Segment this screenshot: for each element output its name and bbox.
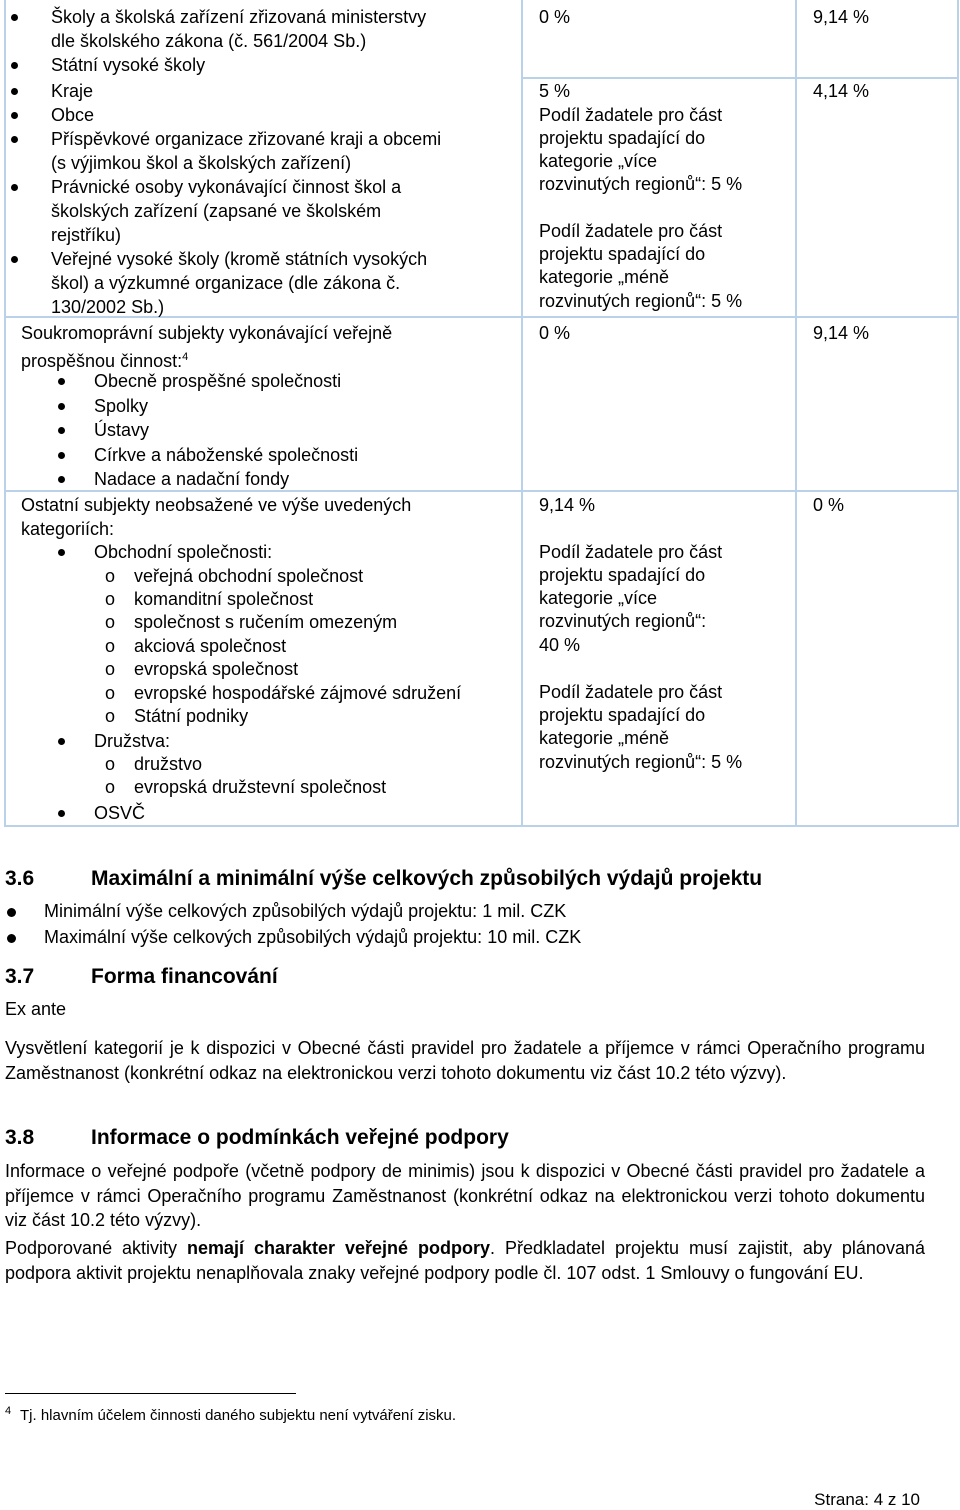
cell-heading: Soukromoprávní subjekty vykonávající veřejně bbox=[21, 323, 393, 343]
footnote-text: Tj. hlavním účelem činnosti daného subjektu není vytváření zisku. bbox=[20, 1407, 457, 1424]
sub-list-item: akciová společnost bbox=[134, 636, 287, 656]
cell-text: kategorie „více bbox=[539, 151, 658, 171]
bullet-icon bbox=[11, 184, 18, 191]
cell-heading: Ostatní subjekty neobsažené ve výše uvedených bbox=[21, 495, 412, 515]
rate-cell: 0 % bbox=[539, 7, 571, 27]
list-item: Maximální výše celkových způsobilých výdajů projektu: 10 mil. CZK bbox=[44, 927, 582, 947]
sub-bullet-icon: o bbox=[105, 754, 116, 774]
bullet-icon bbox=[58, 403, 65, 410]
bullet-icon bbox=[58, 810, 65, 817]
sub-list-item: společnost s ručením omezeným bbox=[134, 612, 398, 632]
sub-list-item: evropská družstevní společnost bbox=[134, 777, 387, 797]
bullet-icon bbox=[7, 934, 16, 943]
cell-text: Podíl žadatele pro část bbox=[539, 221, 723, 241]
list-item: OSVČ bbox=[94, 803, 146, 823]
sub-bullet-icon: o bbox=[105, 683, 116, 703]
sub-list-item: veřejná obchodní společnost bbox=[134, 566, 364, 586]
cell-text: rozvinutých regionů“: bbox=[539, 611, 707, 631]
bullet-icon bbox=[58, 476, 65, 483]
list-item-cont: škol) a výzkumné organizace (dle zákona č. bbox=[51, 273, 401, 293]
bullet-icon bbox=[11, 62, 18, 69]
section-number: 3.7 bbox=[5, 965, 35, 988]
financing-form-value: Ex ante bbox=[5, 999, 67, 1019]
bullet-icon bbox=[7, 908, 16, 917]
sub-list-item: evropské hospodářské zájmové sdružení bbox=[134, 683, 462, 703]
list-item: Nadace a nadační fondy bbox=[94, 469, 290, 489]
sub-list-item: komanditní společnost bbox=[134, 589, 314, 609]
list-item-cont: dle školského zákona (č. 561/2004 Sb.) bbox=[51, 31, 367, 51]
footnote-separator bbox=[5, 1393, 296, 1394]
sub-list-item: Státní podniky bbox=[134, 706, 249, 726]
paragraph: Informace o veřejné podpoře (včetně podpory de minimis) jsou k dispozici v Obecné části pravidel pro žadatele a příjemce v rámci Operačního programu Zaměstnanost (konkrétní odkaz na elektronickou verzi tohoto dokumentu viz část 10.2 této výzvy). bbox=[5, 1161, 925, 1230]
cell-text: projektu spadající do bbox=[539, 244, 706, 264]
rate-cell: 0 % bbox=[813, 495, 845, 515]
section-title: Informace o podmínkách veřejné podpory bbox=[91, 1126, 509, 1149]
list-item: Obecně prospěšné společnosti bbox=[94, 371, 342, 391]
bullet-icon bbox=[58, 549, 65, 556]
cell-text: kategorie „méně bbox=[539, 267, 670, 287]
cell-text: projektu spadající do bbox=[539, 705, 706, 725]
list-item-cont: 130/2002 Sb.) bbox=[51, 297, 165, 317]
list-item: Spolky bbox=[94, 396, 149, 416]
cell-text: projektu spadající do bbox=[539, 128, 706, 148]
list-item-cont: školských zařízení (zapsané ve školském bbox=[51, 201, 382, 221]
paragraph: Podporované aktivity nemají charakter veřejné podpory. Předkladatel projektu musí zajistit, aby plánovaná podpora aktivit projektu nenaplňovala znaky veřejné podpory podle čl. 107 odst. 1 Smlouvy o fungování EU. bbox=[5, 1238, 925, 1283]
list-item: Minimální výše celkových způsobilých výdajů projektu: 1 mil. CZK bbox=[44, 901, 567, 921]
sub-list-item: družstvo bbox=[134, 754, 203, 774]
cell-heading-cont: prospěšnou činnost:$^4$ bbox=[21, 351, 189, 371]
list-item: Příspěvkové organizace zřizované kraji a obcemi bbox=[51, 129, 442, 149]
rate-cell: 4,14 % bbox=[813, 81, 870, 101]
list-item: Obce bbox=[51, 105, 95, 125]
table-col-divider-1 bbox=[521, 0, 523, 827]
bullet-icon bbox=[11, 136, 18, 143]
cell-text: Podíl žadatele pro část bbox=[539, 542, 723, 562]
cell-text: rozvinutých regionů“: 5 % bbox=[539, 174, 743, 194]
sub-bullet-icon: o bbox=[105, 589, 116, 609]
bullet-icon bbox=[58, 378, 65, 385]
sub-bullet-icon: o bbox=[105, 636, 116, 656]
footnote-ref[interactable]: 4 bbox=[182, 351, 189, 363]
list-item: Školy a školská zařízení zřizovaná ministerstvy bbox=[51, 7, 427, 27]
cell-text: rozvinutých regionů“: 5 % bbox=[539, 291, 743, 311]
rate-value: 5 % bbox=[539, 81, 571, 101]
bullet-icon bbox=[11, 14, 18, 21]
sub-bullet-icon: o bbox=[105, 566, 116, 586]
list-item: Obchodní společnosti: bbox=[94, 542, 273, 562]
sub-bullet-icon: o bbox=[105, 659, 116, 679]
bullet-icon bbox=[11, 112, 18, 119]
sub-bullet-icon: o bbox=[105, 612, 116, 632]
rate-value: 9,14 % bbox=[539, 495, 596, 515]
section-title: Forma financování bbox=[91, 965, 278, 988]
list-item-cont: rejstříku) bbox=[51, 225, 122, 245]
page-number: Strana: 4 z 10 bbox=[814, 1490, 920, 1509]
footnote-number: 4 bbox=[5, 1405, 12, 1417]
sub-list-item: evropská společnost bbox=[134, 659, 299, 679]
cell-text: projektu spadající do bbox=[539, 565, 706, 585]
cell-heading-cont: kategoriích: bbox=[21, 519, 115, 539]
bullet-icon bbox=[58, 452, 65, 459]
section-number: 3.8 bbox=[5, 1126, 35, 1149]
table-row-divider-1 bbox=[521, 77, 959, 79]
section-number: 3.6 bbox=[5, 867, 35, 890]
section-title: Maximální a minimální výše celkových způsobilých výdajů projektu bbox=[91, 867, 763, 890]
list-item: Družstva: bbox=[94, 731, 171, 751]
cell-text: Podíl žadatele pro část bbox=[539, 682, 723, 702]
bullet-icon bbox=[58, 427, 65, 434]
rate-cell: 0 % bbox=[539, 323, 571, 343]
list-item: Ústavy bbox=[94, 420, 150, 440]
list-item-cont: (s výjimkou škol a školských zařízení) bbox=[51, 153, 352, 173]
cell-text: kategorie „méně bbox=[539, 728, 670, 748]
list-item: Kraje bbox=[51, 81, 94, 101]
rate-cell: 9,14 % bbox=[813, 323, 870, 343]
paragraph: Vysvětlení kategorií je k dispozici v Obecné části pravidel pro žadatele a příjemce v rámci Operačního programu Zaměstnanost (konkrétní odkaz na elektronickou verzi tohoto dokumentu viz část 10.2 této výzvy). bbox=[5, 1038, 925, 1083]
rate-cell: 9,14 % bbox=[813, 7, 870, 27]
cell-text: Podíl žadatele pro část bbox=[539, 105, 723, 125]
sub-bullet-icon: o bbox=[105, 777, 116, 797]
bullet-icon bbox=[58, 738, 65, 745]
cell-text: 40 % bbox=[539, 635, 581, 655]
cell-text: rozvinutých regionů“: 5 % bbox=[539, 752, 743, 772]
list-item: Církve a náboženské společnosti bbox=[94, 445, 359, 465]
table-col-divider-2 bbox=[795, 0, 797, 827]
bullet-icon bbox=[11, 256, 18, 263]
list-item: Veřejné vysoké školy (kromě státních vysokých bbox=[51, 249, 428, 269]
bullet-icon bbox=[11, 88, 18, 95]
sub-bullet-icon: o bbox=[105, 706, 116, 726]
emphasis-text: nemají charakter veřejné podpory bbox=[187, 1238, 491, 1258]
cell-text: kategorie „více bbox=[539, 588, 658, 608]
list-item: Právnické osoby vykonávající činnost škol a bbox=[51, 177, 402, 197]
list-item: Státní vysoké školy bbox=[51, 55, 206, 75]
